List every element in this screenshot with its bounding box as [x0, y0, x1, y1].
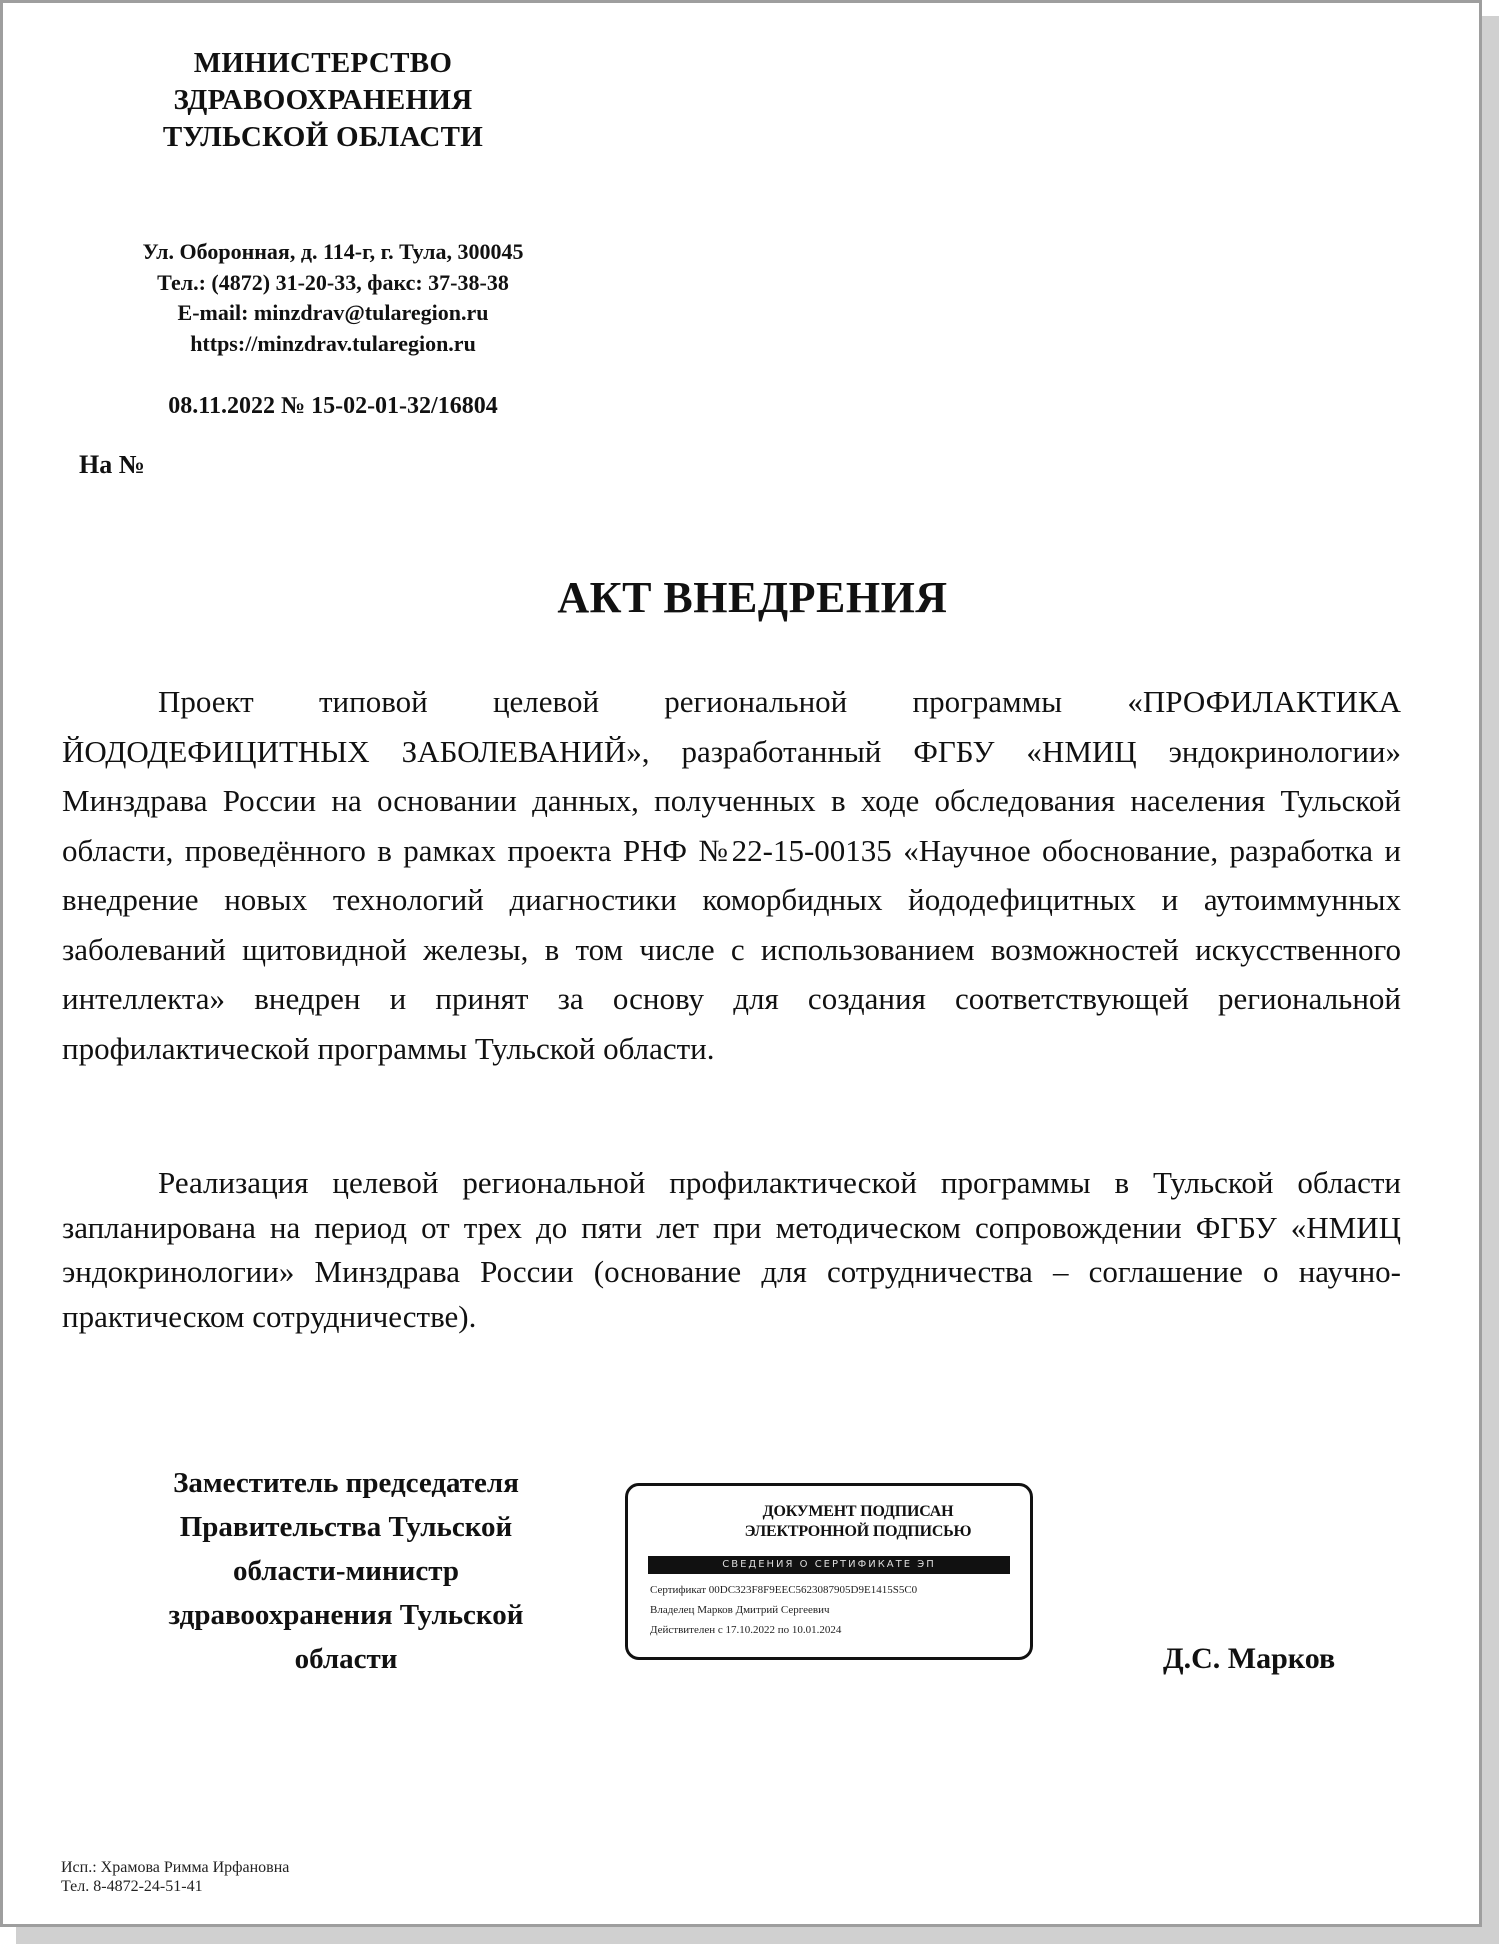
ministry-header — [123, 45, 523, 156]
signer-position — [103, 1461, 589, 1681]
executor-info — [61, 1858, 289, 1896]
signer-position-line: Правительства Тульской — [179, 1511, 513, 1543]
address-phone: Тел.: (4872) 31-20-33, факс: 37-38-38 — [157, 269, 509, 295]
stamp-heading — [728, 1502, 988, 1542]
electronic-signature-stamp — [625, 1483, 1033, 1660]
address-email: E-mail: minzdrav@tularegion.ru — [177, 300, 489, 325]
body-paragraph-2: Реализация целевой региональной профилактической программы в Тульской области запланирована на период от трех до пяти лет при методическом сопровождении ФГБУ «НМИЦ эндокринологии» Минздрава России (основание для сотрудничества – соглашение о научно-практическом сотрудничестве). — [62, 1165, 1401, 1334]
signer-name: Д.С. Марков — [1163, 1642, 1336, 1675]
executor-phone: Тел. 8-4872-24-51-41 — [61, 1878, 203, 1895]
signer-position-line: области — [294, 1643, 398, 1675]
address-street: Ул. Оборонная, д. 114-г, г. Тула, 300045 — [142, 239, 524, 264]
stamp-heading-line: ЭЛЕКТРОННОЙ ПОДПИСЬЮ — [744, 1523, 972, 1540]
document-title: АКТ ВНЕДРЕНИЯ — [557, 573, 948, 622]
stamp-owner: Владелец Марков Дмитрий Сергеевич — [650, 1604, 830, 1616]
reference-number: На № — [79, 450, 145, 479]
stamp-certificate-bar: СВЕДЕНИЯ О СЕРТИФИКАТЕ ЭП — [648, 1556, 1010, 1574]
stamp-heading-line: ДОКУМЕНТ ПОДПИСАН — [762, 1503, 954, 1520]
signer-position-line: Заместитель председателя — [173, 1467, 519, 1499]
stamp-certificate-number: Сертификат 00DC323F8F9EEC5623087905D9E1415S5C0 — [650, 1584, 918, 1596]
ministry-line: ЗДРАВООХРАНЕНИЯ — [173, 84, 473, 116]
ministry-line: МИНИСТЕРСТВО — [193, 47, 453, 79]
executor-name: Исп.: Храмова Римма Ирфановна — [61, 1859, 290, 1876]
registration-number: 08.11.2022 № 15-02-01-32/16804 — [168, 393, 498, 419]
ministry-line: ТУЛЬСКОЙ ОБЛАСТИ — [162, 121, 484, 153]
signer-position-line: области-министр — [232, 1555, 459, 1587]
address-website: https://minzdrav.tularegion.ru — [190, 330, 476, 356]
address-block — [83, 237, 583, 359]
signer-position-line: здравоохранения Тульской — [168, 1599, 524, 1631]
body-paragraph-1: Проект типовой целевой региональной программы «ПРОФИЛАКТИКА ЙОДОДЕФИЦИТНЫХ ЗАБОЛЕВАНИЙ», разработанный ФГБУ «НМИЦ эндокринологии» Минздрава России на основании данных, полученных в ходе обследования населения Тульской области, проведённого в рамках проекта РНФ №22-15-00135 «Научное обоснование, разработка и внедрение новых технологий диагностики коморбидных йододефицитных и аутоиммунных заболеваний щитовидной железы, в том числе с использованием возможностей искусственного интеллекта» внедрен и принят за основу для создания соответствующей региональной профилактической программы Тульской области. — [62, 684, 1401, 1066]
stamp-validity: Действителен с 17.10.2022 по 10.01.2024 — [650, 1624, 842, 1636]
